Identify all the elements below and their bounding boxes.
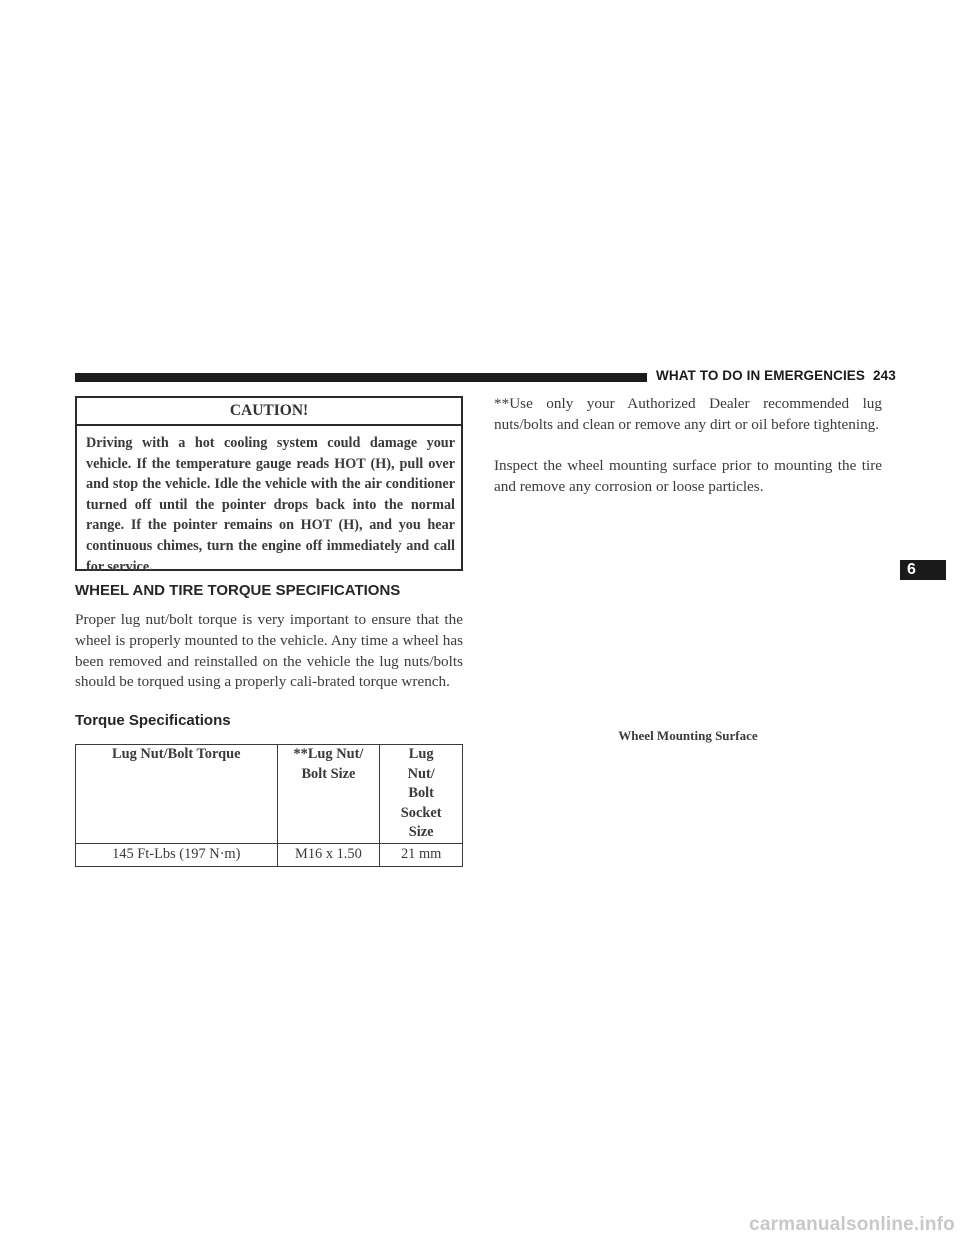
torque-specs-heading: Torque Specifications [75,712,231,729]
column-header: Lug Nut/Bolt Torque [76,745,278,844]
torque-paragraph: Proper lug nut/bolt torque is very important to ensure that the wheel is properly mounted to the vehicle. Any time a wheel has been removed and reinstalled on the vehicle the lug nuts/bolts should be torqued using a properly cali-brated torque wrench. [75,611,463,691]
dealer-note: **Use only your Authorized Dealer recommended lug nuts/bolts and clean or remove any dirt or oil before tightening. [494,395,882,433]
inspect-note: Inspect the wheel mounting surface prior to mounting the tire and remove any corrosion or loose particles. [494,457,882,495]
header-rule [75,373,647,382]
table-cell: 21 mm [380,843,463,866]
column-header: Lug Nut/ Bolt Socket Size [380,745,463,844]
table-cell: 145 Ft-Lbs (197 N·m) [76,843,278,866]
torque-table [75,744,463,867]
column-header: **Lug Nut/ Bolt Size [277,745,380,844]
caution-title: CAUTION! [77,398,461,426]
table-row [76,843,463,866]
running-header [656,368,896,383]
caution-body: Driving with a hot cooling system could damage your vehicle. If the temperature gauge reads HOT (H), pull over and stop the vehicle. Idle the vehicle with the air conditioner turned off until the pointer drops back into the normal range. If the pointer remains on HOT (H), and you hear continuous chimes, turn the engine off immediately and call for service. [86,435,455,575]
section-title: WHAT TO DO IN EMERGENCIES [656,368,866,383]
table-cell: M16 x 1.50 [277,843,380,866]
chapter-tab[interactable]: 6 [900,560,946,580]
watermark: carmanualsonline.info [749,1214,955,1235]
figure-caption: Wheel Mounting Surface [618,728,758,743]
page-number: 243 [873,368,896,383]
table-header-row [76,745,463,844]
section-heading: WHEEL AND TIRE TORQUE SPECIFICATIONS [75,582,401,599]
caution-box [75,396,463,575]
